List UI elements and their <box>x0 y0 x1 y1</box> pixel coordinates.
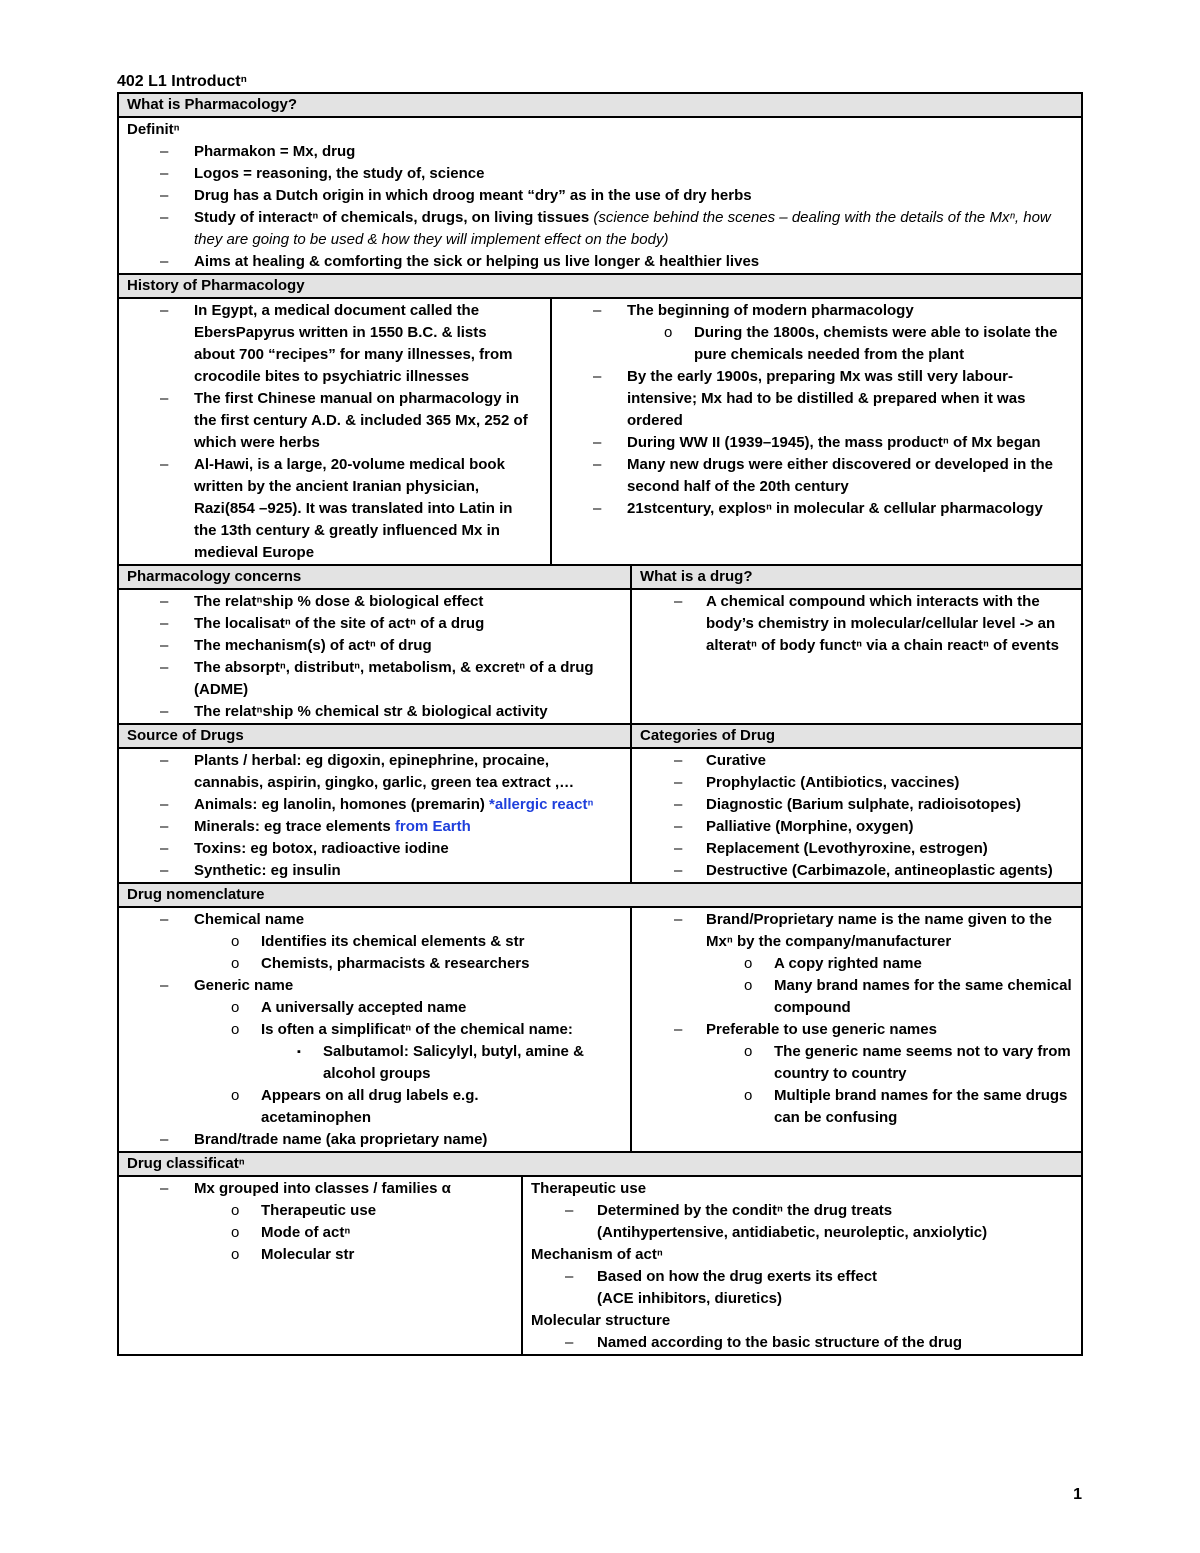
molecular-list <box>531 1332 1073 1354</box>
list-item: – Toxins: eg botox, radioactive iodine <box>127 838 622 860</box>
list-item <box>531 1288 1073 1310</box>
earth-note: from Earth <box>394 818 471 835</box>
molecular-heading: Molecular structure <box>531 1312 671 1329</box>
classification-right-cell <box>522 1176 1082 1355</box>
list-item: – Chemical name <box>127 909 622 931</box>
mechanism-list <box>531 1266 1073 1310</box>
list-item: o During the 1800s, chemists were able to isolate the pure chemicals needed from the plant <box>560 322 1073 366</box>
list-item: – Brand/trade name (aka proprietary name) <box>127 1129 622 1151</box>
list-item: – 21stcentury, explosⁿ in molecular & cellular pharmacology <box>560 498 1073 520</box>
source-cell <box>118 748 631 883</box>
list-item: – Destructive (Carbimazole, antineoplastic agents) <box>640 860 1073 882</box>
therapeutic-list <box>531 1200 1073 1244</box>
classification-table <box>117 1151 1083 1356</box>
therapeutic-examples: (Antihypertensive, antidiabetic, neuroleptic, anxiolytic) <box>597 1224 988 1241</box>
concerns-header: Pharmacology concerns <box>118 565 631 589</box>
history-left-cell <box>118 298 551 565</box>
document-title: 402 L1 Introductⁿ <box>117 73 247 90</box>
source-list <box>127 750 622 882</box>
mechanism-examples: (ACE inhibitors, diuretics) <box>597 1290 783 1307</box>
list-item: – Pharmakon = Mx, drug <box>127 141 1073 163</box>
what-is-pharmacology-table <box>117 92 1083 275</box>
list-item: – During WW II (1939–1945), the mass productⁿ of Mx began <box>560 432 1073 454</box>
nomenclature-left-list <box>127 909 622 1151</box>
list-item: – Palliative (Morphine, oxygen) <box>640 816 1073 838</box>
list-item: – A chemical compound which interacts with the body’s chemistry in molecular/cellular level -> an alteratⁿ of body functⁿ via a chain reactⁿ of events <box>640 591 1073 657</box>
source-minerals: Minerals: eg trace elements <box>194 818 391 835</box>
list-item: o Mode of actⁿ <box>127 1222 513 1244</box>
list-item: – Replacement (Levothyroxine, estrogen) <box>640 838 1073 860</box>
definition-cell <box>118 117 1082 274</box>
list-item: o Multiple brand names for the same drugs can be confusing <box>640 1085 1073 1129</box>
what-is-drug-cell <box>631 589 1082 724</box>
history-header: History of Pharmacology <box>118 274 1082 298</box>
list-item: o A universally accepted name <box>127 997 622 1019</box>
list-item: – Diagnostic (Barium sulphate, radioisotopes) <box>640 794 1073 816</box>
definition-item-text: Study of interactⁿ of chemicals, drugs, on living tissues <box>194 209 590 226</box>
history-table <box>117 273 1083 566</box>
list-item: – The relatⁿship % chemical str & biological activity <box>127 701 622 723</box>
list-item: – Curative <box>640 750 1073 772</box>
categories-list <box>640 750 1073 882</box>
list-item: – Drug has a Dutch origin in which droog meant “dry” as in the use of dry herbs <box>127 185 1073 207</box>
concerns-cell <box>118 589 631 724</box>
list-item <box>531 1222 1073 1244</box>
list-item: – The relatⁿship % dose & biological effect <box>127 591 622 613</box>
mechanism-heading: Mechanism of actⁿ <box>531 1246 663 1263</box>
definition-item-note: (science behind the scenes – dealing with the details of the Mxⁿ, how they are going to be used & how they will implement effect on the body) <box>194 209 1051 248</box>
list-item: – The absorptⁿ, distributⁿ, metabolism, & excretⁿ of a drug (ADME) <box>127 657 622 701</box>
concerns-table <box>117 564 1083 1153</box>
list-item: o Is often a simplificatⁿ of the chemical name: <box>127 1019 622 1041</box>
page-number: 1 <box>1073 1486 1082 1503</box>
list-item: – The mechanism(s) of actⁿ of drug <box>127 635 622 657</box>
document-page <box>117 72 1083 1356</box>
list-item: – In Egypt, a medical document called the EbersPapyrus written in 1550 B.C. & lists about 700 “recipes” for many illnesses, from crocodile bites to psychiatric illnesses <box>127 300 530 388</box>
categories-cell <box>631 748 1082 883</box>
categories-header: Categories of Drug <box>631 724 1082 748</box>
list-item: – Brand/Proprietary name is the name given to the Mxⁿ by the company/manufacturer <box>640 909 1073 953</box>
what-is-drug-header: What is a drug? <box>631 565 1082 589</box>
source-animals: Animals: eg lanolin, homones (premarin) <box>194 796 485 813</box>
what-is-pharmacology-header: What is Pharmacology? <box>118 93 1082 117</box>
list-item: – Mx grouped into classes / families α <box>127 1178 513 1200</box>
list-item: – Synthetic: eg insulin <box>127 860 622 882</box>
list-item: o Chemists, pharmacists & researchers <box>127 953 622 975</box>
list-item: – Based on how the drug exerts its effect <box>531 1266 1073 1288</box>
list-item: – The first Chinese manual on pharmacology in the first century A.D. & included 365 Mx, 252 of which were herbs <box>127 388 530 454</box>
classification-left-list <box>127 1178 513 1266</box>
list-item: – Plants / herbal: eg digoxin, epinephrine, procaine, cannabis, aspirin, gingko, garlic, green tea extract ,… <box>127 750 622 794</box>
list-item: o Appears on all drug labels e.g. acetaminophen <box>127 1085 622 1129</box>
list-item: – The beginning of modern pharmacology <box>560 300 1073 322</box>
list-item: o The generic name seems not to vary from country to country <box>640 1041 1073 1085</box>
history-right-cell <box>551 298 1082 565</box>
what-is-drug-list <box>640 591 1073 657</box>
list-item: – Generic name <box>127 975 622 997</box>
list-item <box>127 207 1073 251</box>
list-item: ▪ Salbutamol: Salicylyl, butyl, amine & alcohol groups <box>127 1041 622 1085</box>
definition-list <box>127 141 1073 273</box>
list-item: – Al-Hawi, is a large, 20-volume medical book written by the ancient Iranian physician, Razi(854 –925). It was translated into Latin in the 13th century & greatly influenced Mx in medieval Europe <box>127 454 530 564</box>
list-item: o A copy righted name <box>640 953 1073 975</box>
list-item: o Many brand names for the same chemical compound <box>640 975 1073 1019</box>
list-item: – Aims at healing & comforting the sick or helping us live longer & healthier lives <box>127 251 1073 273</box>
classification-header: Drug classificatⁿ <box>118 1152 1082 1176</box>
classification-left-cell <box>118 1176 522 1355</box>
nomenclature-left-cell <box>118 907 631 1152</box>
list-item: – Named according to the basic structure of the drug <box>531 1332 1073 1354</box>
therapeutic-heading: Therapeutic use <box>531 1180 647 1197</box>
list-item: – Logos = reasoning, the study of, science <box>127 163 1073 185</box>
list-item: – Prophylactic (Antibiotics, vaccines) <box>640 772 1073 794</box>
list-item: – The localisatⁿ of the site of actⁿ of a drug <box>127 613 622 635</box>
history-right-list <box>560 300 1073 520</box>
source-header: Source of Drugs <box>118 724 631 748</box>
list-item: o Identifies its chemical elements & str <box>127 931 622 953</box>
list-item: – Many new drugs were either discovered or developed in the second half of the 20th century <box>560 454 1073 498</box>
nomenclature-right-list <box>640 909 1073 1129</box>
list-item: – Preferable to use generic names <box>640 1019 1073 1041</box>
nomenclature-right-cell <box>631 907 1082 1152</box>
nomenclature-header: Drug nomenclature <box>118 883 1082 907</box>
allergic-note: *allergic reactⁿ <box>489 796 594 813</box>
definition-label: Definitⁿ <box>127 121 180 138</box>
history-left-list <box>127 300 530 564</box>
list-item <box>127 794 622 816</box>
list-item: – Determined by the conditⁿ the drug treats <box>531 1200 1073 1222</box>
list-item: – By the early 1900s, preparing Mx was still very labour-intensive; Mx had to be distilled & prepared when it was ordered <box>560 366 1073 432</box>
list-item <box>127 816 622 838</box>
list-item: o Molecular str <box>127 1244 513 1266</box>
concerns-list <box>127 591 622 723</box>
list-item: o Therapeutic use <box>127 1200 513 1222</box>
